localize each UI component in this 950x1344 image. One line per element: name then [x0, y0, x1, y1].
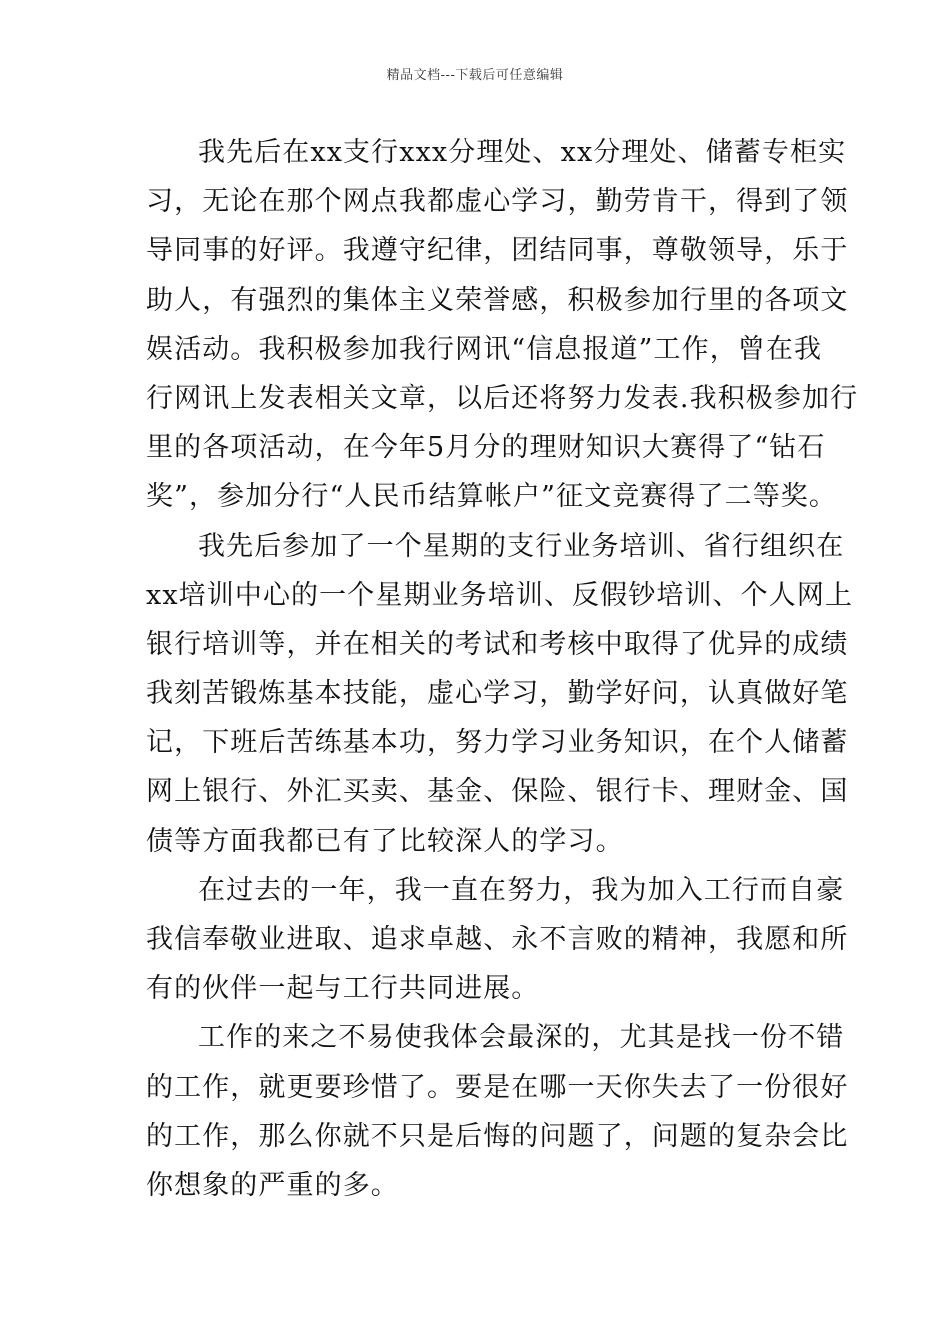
page-header: 精品文档---下载后可任意编辑: [386, 68, 564, 83]
text-line: 你想象的严重的多。: [146, 1169, 399, 1201]
text-line: 娱活动。我积极参加我行网讯“信息报道”工作，曾在我: [146, 333, 823, 365]
text-line: 的工作，就更要珍惜了。要是在哪一天你失去了一份很好: [146, 1071, 849, 1103]
text-line: 债等方面我都已有了比较深人的学习。: [146, 825, 624, 857]
text-line: 网上银行、外汇买卖、基金、保险、银行卡、理财金、国: [146, 776, 849, 808]
paragraph-first-line: 工作的来之不易使我体会最深的，尤其是找一份不错: [198, 1022, 845, 1054]
text-line: 行网讯上发表相关文章，以后还将努力发表.我积极参加行: [146, 382, 859, 414]
text-line: 助人，有强烈的集体主义荣誉感，积极参加行里的各项文: [146, 284, 849, 316]
paragraph-first-line: 我先后参加了一个星期的支行业务培训、省行组织在: [198, 530, 845, 562]
text-line: 我刻苦锻炼基本技能，虚心学习，勤学好问，认真做好笔: [146, 678, 849, 710]
text-line: xx培训中心的一个星期业务培训、反假钞培训、个人网上: [146, 579, 854, 611]
text-line: 习，无论在那个网点我都虚心学习，勤劳肯干，得到了领: [146, 186, 849, 218]
text-line: 我信奉敬业进取、追求卓越、永不言败的精神，我愿和所: [146, 924, 849, 955]
text-line: 导同事的好评。我遵守纪律，团结同事，尊敬领导，乐于: [146, 235, 849, 267]
text-line: 银行培训等，并在相关的考试和考核中取得了优异的成绩: [146, 628, 849, 660]
paragraph-first-line: 我先后在xx支行xxx分理处、xx分理处、储蓄专柜实: [198, 137, 847, 168]
text-line: 记，下班后苦练基本功，努力学习业务知识，在个人储蓄: [146, 727, 849, 759]
text-line: 有的伙伴一起与工行共同进展。: [146, 973, 540, 1005]
text-line: 的工作，那么你就不只是后悔的问题了，问题的复杂会比: [146, 1120, 849, 1152]
document-body: [146, 128, 859, 1210]
paragraph-first-line: 在过去的一年，我一直在努力，我为加入工行而自豪: [198, 874, 845, 906]
text-line: 奖”，参加分行“人民币结算帐户”征文竞赛得了二等奖。: [146, 481, 838, 513]
text-line: 里的各项活动，在今年5月分的理财知识大赛得了“钻石: [146, 432, 826, 464]
